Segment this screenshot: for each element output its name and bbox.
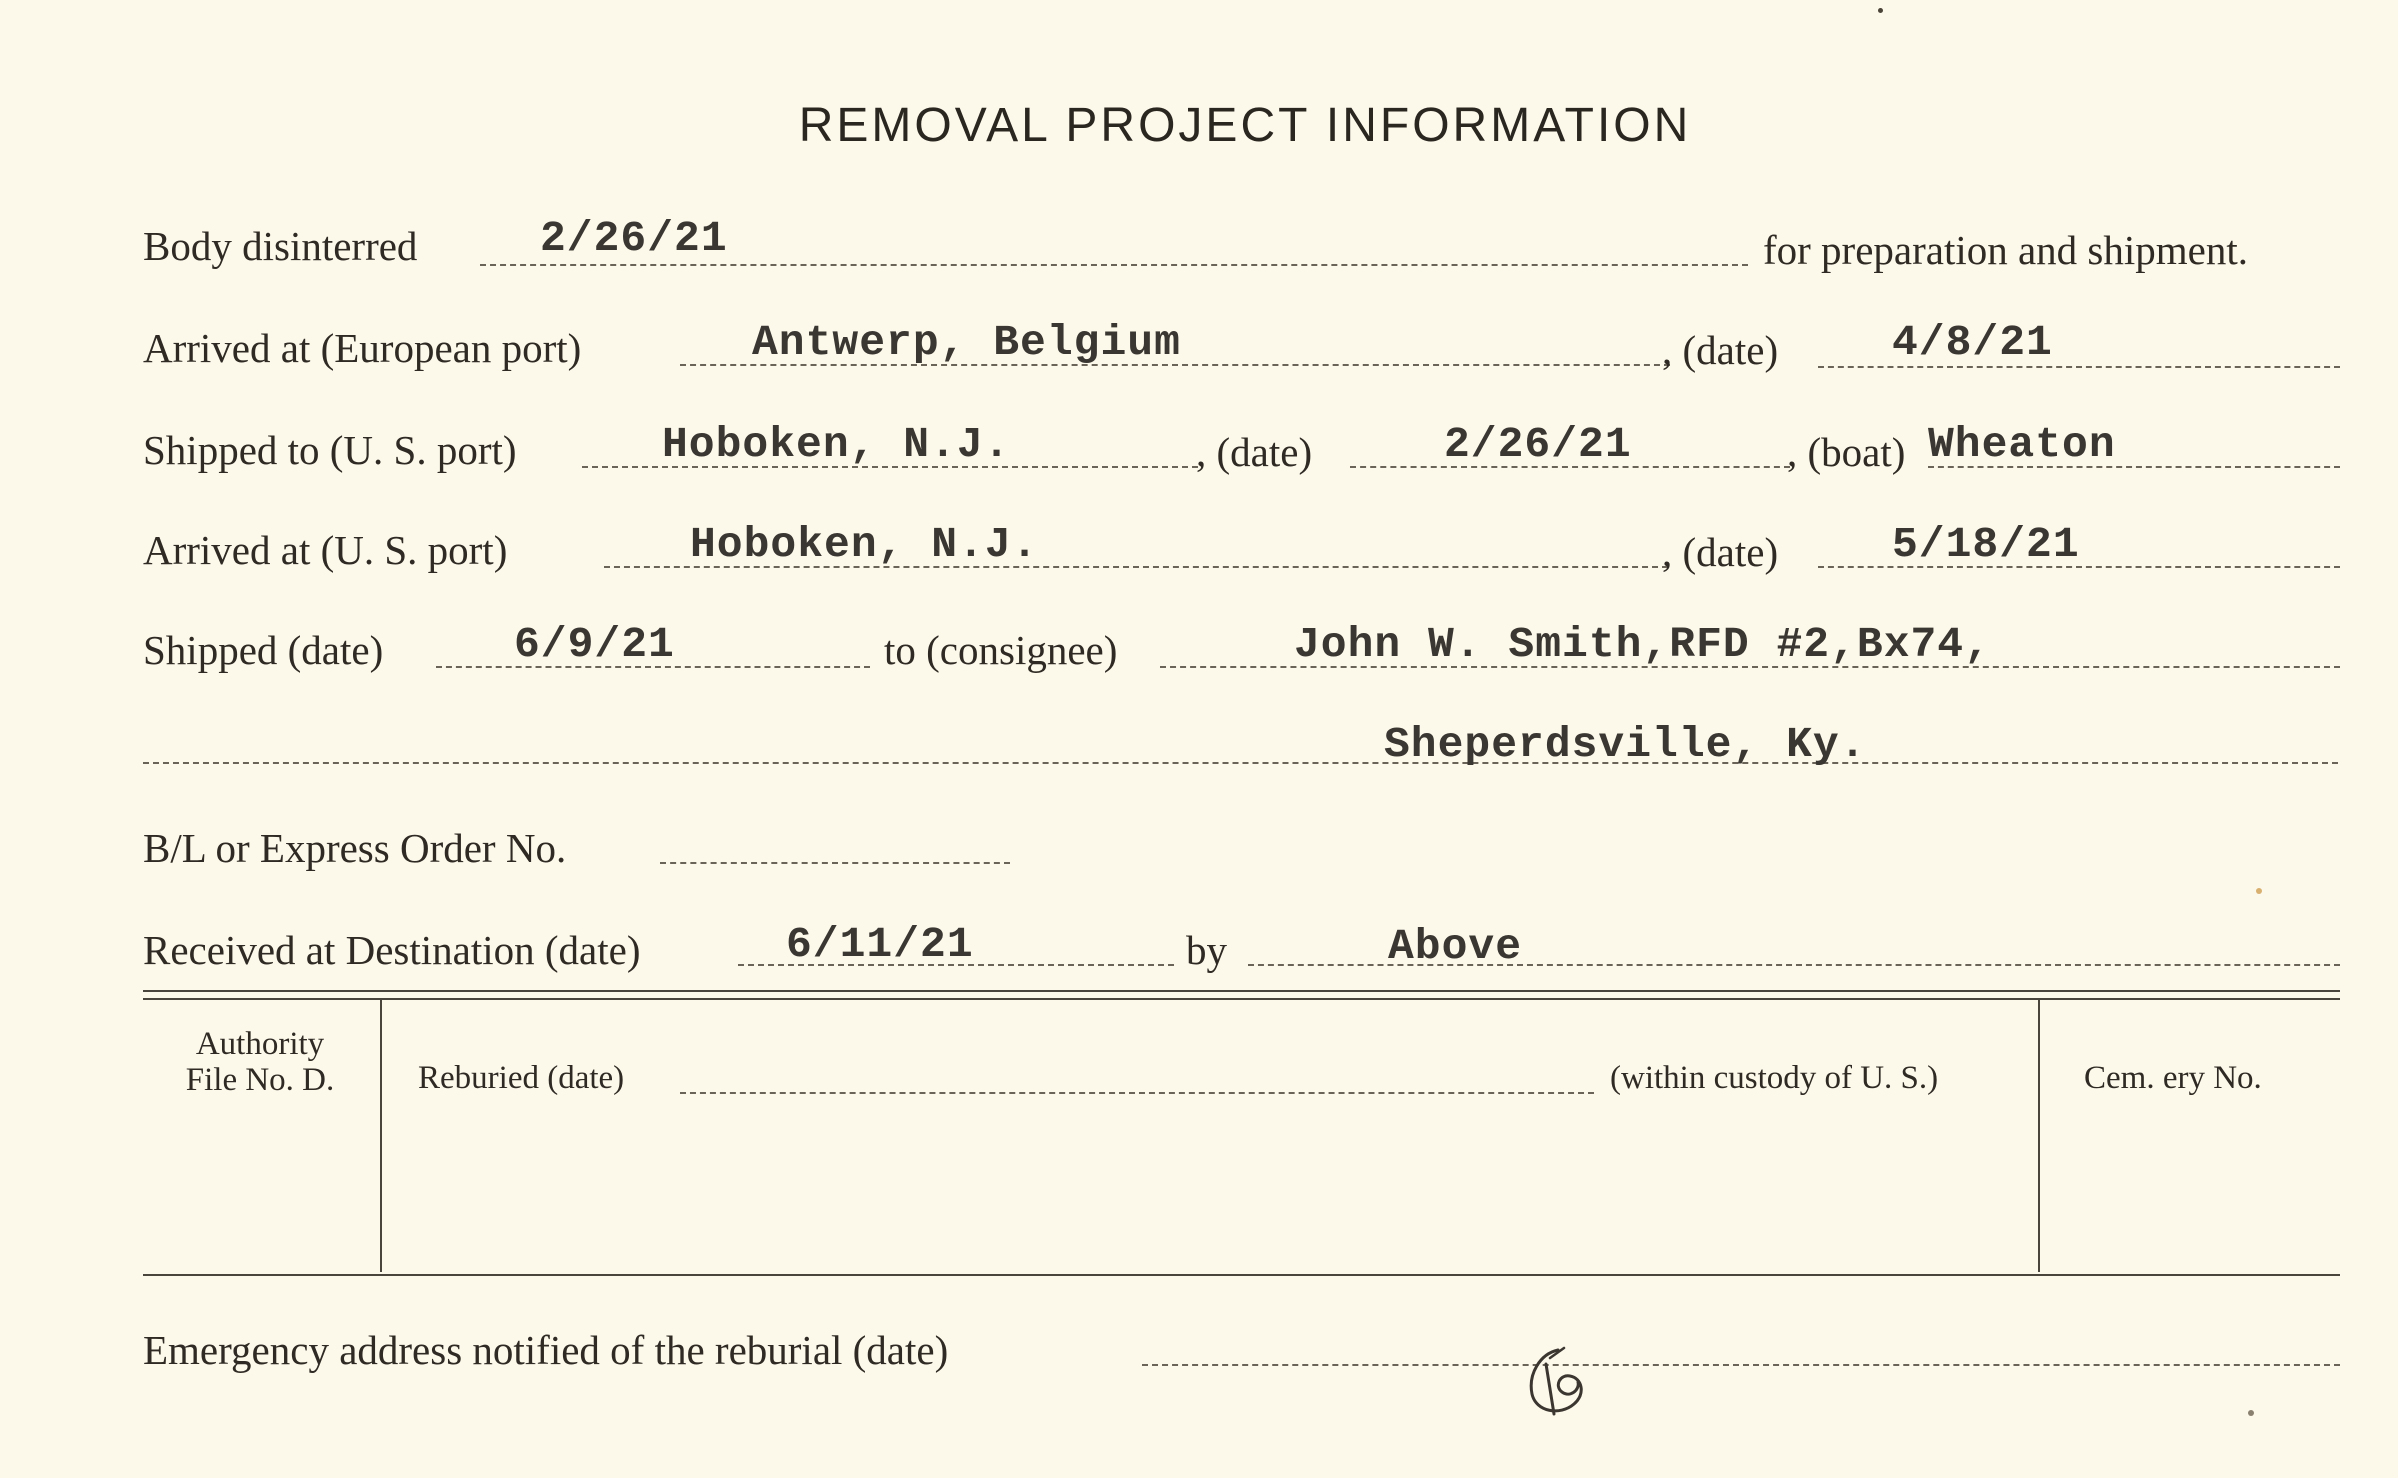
european-date-label: , (date): [1662, 327, 1779, 373]
box-divider-left: [380, 1000, 382, 1272]
arrived-us-date-value: 5/18/21: [1892, 520, 2080, 569]
shipped-us-port-value: Hoboken, N.J.: [662, 420, 1011, 469]
paper-speck: [2256, 888, 2262, 894]
consignee-line-2: [143, 762, 2338, 764]
emergency-address-label: Emergency address notified of the reburial (date): [143, 1327, 949, 1373]
box-bottom-rule: [143, 1274, 2340, 1276]
body-disinterred-label: Body disinterred: [143, 223, 418, 269]
shipped-us-date-label: , (date): [1196, 429, 1313, 475]
cemetery-number-label: Cem. ery No.: [2084, 1060, 2262, 1096]
body-disinterred-line: [480, 264, 1748, 266]
european-port-value: Antwerp, Belgium: [752, 318, 1181, 367]
paper-speck: [1878, 8, 1883, 13]
authority-label-line2: File No. D.: [185, 1062, 335, 1098]
boat-label: , (boat): [1787, 429, 1906, 475]
arrived-us-port-value: Hoboken, N.J.: [690, 520, 1039, 569]
custody-label: (within custody of U. S.): [1610, 1060, 1939, 1096]
boat-value: Wheaton: [1928, 420, 2116, 469]
reburied-date-line: [680, 1092, 1594, 1094]
received-destination-label: Received at Destination (date): [143, 927, 641, 973]
arrived-european-port-label: Arrived at (European port): [143, 325, 582, 371]
body-disinterred-value: 2/26/21: [540, 214, 728, 263]
paper-speck: [2248, 1410, 2254, 1416]
shipped-date-label: Shipped (date): [143, 627, 384, 673]
shipped-us-port-label: Shipped to (U. S. port): [143, 427, 517, 473]
consignee-label: to (consignee): [884, 627, 1118, 673]
authority-label-line1: Authority: [195, 1026, 325, 1062]
consignee-value-line2: Sheperdsville, Ky.: [1384, 720, 1867, 769]
box-divider-right: [2038, 1000, 2040, 1272]
bl-express-order-line: [660, 862, 1010, 864]
box-top-rule-1: [143, 990, 2340, 992]
card-title: REMOVAL PROJECT INFORMATION: [798, 99, 1692, 152]
bl-express-order-label: B/L or Express Order No.: [143, 825, 567, 871]
arrived-us-port-label: Arrived at (U. S. port): [143, 527, 508, 573]
authority-file-label: [143, 1026, 377, 1098]
handwritten-initials-mark: [1520, 1344, 1600, 1424]
arrived-us-date-label: , (date): [1662, 529, 1779, 575]
reburied-date-label: Reburied (date): [418, 1060, 625, 1096]
box-top-rule-2: [143, 998, 2340, 1000]
received-by-value: Above: [1388, 922, 1523, 971]
shipped-date-value: 6/9/21: [514, 620, 675, 669]
emergency-address-line: [1142, 1364, 2340, 1366]
preparation-shipment-text: for preparation and shipment.: [1763, 227, 2249, 273]
european-date-value: 4/8/21: [1892, 318, 2053, 367]
received-by-label: by: [1186, 927, 1227, 973]
received-date-value: 6/11/21: [786, 920, 974, 969]
shipped-us-date-value: 2/26/21: [1444, 420, 1632, 469]
consignee-value-line1: John W. Smith,RFD #2,Bx74,: [1294, 620, 1991, 669]
